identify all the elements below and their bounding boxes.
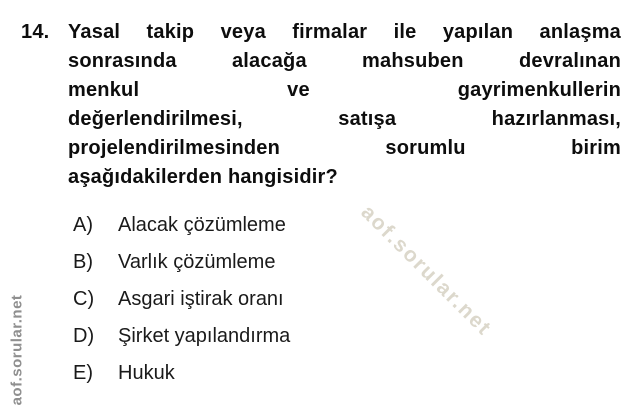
question-line: menkul ve gayrimenkullerin [68, 79, 621, 101]
option-a[interactable] [73, 214, 290, 236]
question-line: aşağıdakilerden hangisidir? [68, 166, 338, 188]
option-c[interactable] [73, 288, 290, 310]
question-line: projelendirilmesinden sorumlu birim [68, 137, 621, 159]
question-number: 14. [21, 21, 50, 43]
option-e[interactable] [73, 362, 290, 384]
watermark-diagonal: aof.sorular.net [356, 200, 497, 341]
question-line: değerlendirilmesi, satışa hazırlanması, [68, 108, 621, 130]
option-b-text: Varlık çözümleme [118, 251, 276, 273]
option-b[interactable] [73, 251, 290, 273]
option-a-text: Alacak çözümleme [118, 214, 286, 236]
question-line: sonrasında alacağa mahsuben devralınan [68, 50, 621, 72]
options-list [73, 214, 290, 399]
question-text [68, 18, 621, 192]
option-e-text: Hukuk [118, 362, 175, 384]
option-d-text: Şirket yapılandırma [118, 325, 291, 347]
option-a-letter: A) [73, 214, 93, 236]
option-c-text: Asgari iştirak oranı [118, 288, 284, 310]
option-d-letter: D) [73, 325, 95, 347]
watermark-vertical: aof.sorular.net [8, 294, 26, 406]
option-d[interactable] [73, 325, 290, 347]
option-e-letter: E) [73, 362, 93, 384]
option-b-letter: B) [73, 251, 93, 273]
option-c-letter: C) [73, 288, 95, 310]
question-line: Yasal takip veya firmalar ile yapılan anlaşma [68, 21, 621, 43]
